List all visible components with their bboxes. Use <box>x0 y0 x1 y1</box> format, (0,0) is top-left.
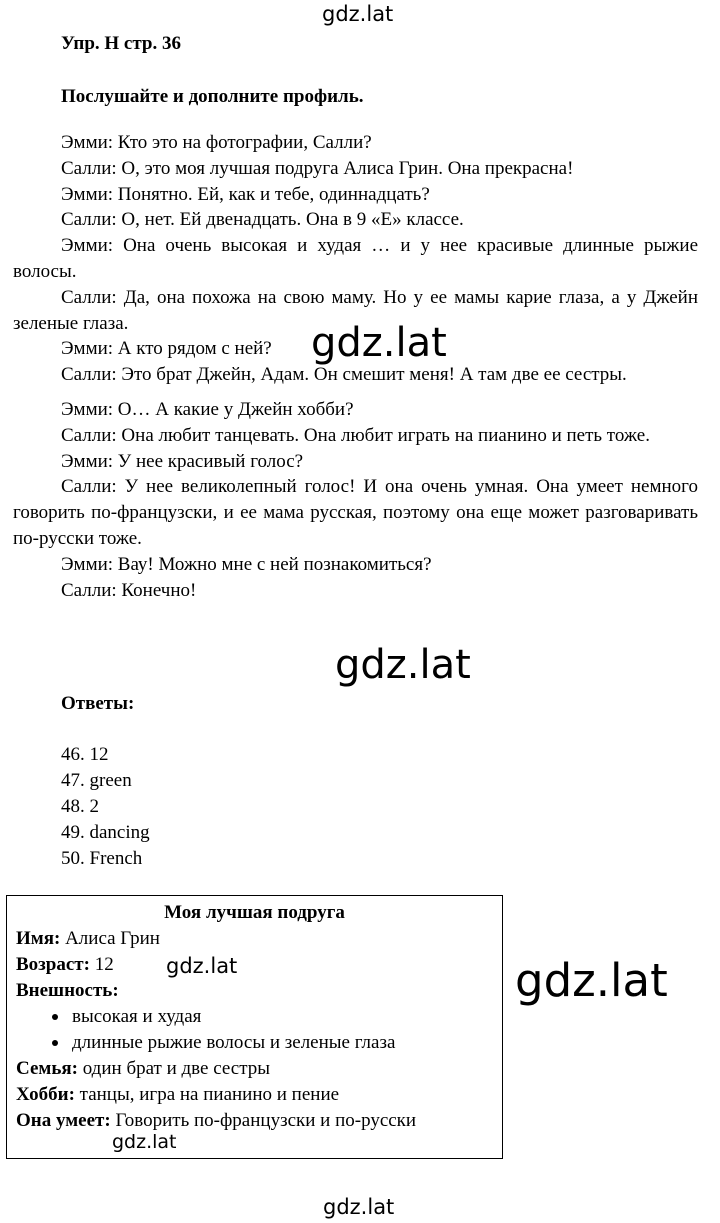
dialogue-line: Эмми: Она очень высокая и худая … и у нее красивые длинные рыжие волосы. <box>13 235 698 282</box>
answer-item: 47. green <box>61 770 132 791</box>
answer-item: 48. 2 <box>61 796 99 817</box>
appearance-item <box>16 1030 502 1056</box>
bullet-icon <box>52 1014 58 1020</box>
profile-value: Говорить по-французски и по-русски <box>110 1110 417 1131</box>
task-instruction: Послушайте и дополните профиль. <box>61 86 364 107</box>
profile-label: Она умеет: <box>16 1110 111 1131</box>
watermark-in-box: gdz.lat <box>166 954 238 978</box>
dialogue-line: Салли: У нее великолепный голос! И она очень умная. Она умеет немного говорить по-французски, и ее мама русская, поэтому она еще может разговаривать по-русски тоже. <box>13 476 698 549</box>
profile-value: Алиса Грин <box>60 928 160 949</box>
appearance-text: длинные рыжие волосы и зеленые глаза <box>72 1032 396 1053</box>
profile-hobby-row <box>16 1082 502 1108</box>
dialogue-line: Салли: Да, она похожа на свою маму. Но у ее мамы карие глаза, а у Джейн зеленые глаза. <box>13 286 698 334</box>
profile-appearance-row <box>16 978 502 1004</box>
profile-label: Хобби: <box>16 1084 75 1105</box>
answer-item: 50. French <box>61 848 143 869</box>
profile-age-row <box>16 952 502 978</box>
profile-box <box>6 895 503 1159</box>
dialogue-line: Эмми: О… А какие у Джейн хобби? <box>61 398 354 420</box>
watermark-top: gdz.lat <box>322 2 394 26</box>
appearance-text: высокая и худая <box>72 1006 202 1027</box>
answer-item: 46. 12 <box>61 744 109 765</box>
profile-value: 12 <box>89 954 114 975</box>
appearance-item <box>16 1004 502 1030</box>
dialogue-line: Салли: О, это моя лучшая подруга Алиса Грин. Она прекрасна! <box>61 157 574 179</box>
profile-label: Внешность: <box>16 980 119 1001</box>
profile-label: Семья: <box>16 1058 78 1079</box>
dialogue-line: Эмми: У нее красивый голос? <box>61 450 304 472</box>
answers-list <box>61 742 150 872</box>
dialogue-line: Эмми: Вау! Можно мне с ней познакомиться? <box>61 553 432 575</box>
profile-name-row <box>16 926 502 952</box>
watermark-bottom: gdz.lat <box>323 1195 395 1219</box>
watermark-in-box: gdz.lat <box>112 1131 177 1153</box>
profile-title: Моя лучшая подруга <box>164 902 345 923</box>
profile-value: один брат и две сестры <box>77 1058 271 1079</box>
dialogue-line: Эмми: Кто это на фотографии, Салли? <box>61 132 372 153</box>
dialogue-line: Салли: О, нет. Ей двенадцать. Она в 9 «Е» классе. <box>61 209 464 231</box>
dialogue-line: Салли: Она любит танцевать. Она любит играть на пианино и петь тоже. <box>61 424 650 446</box>
answers-title: Ответы: <box>61 693 135 714</box>
profile-family-row <box>16 1056 502 1082</box>
appearance-list <box>16 1004 502 1056</box>
dialogue-line: Эмми: Понятно. Ей, как и тебе, одиннадцать? <box>61 183 430 205</box>
profile-label: Имя: <box>16 928 61 949</box>
dialogue-text <box>13 130 698 603</box>
profile-value: танцы, игра на пианино и пение <box>74 1084 340 1105</box>
bullet-icon <box>52 1040 58 1046</box>
watermark-side: gdz.lat <box>515 954 668 1007</box>
answer-item: 49. dancing <box>61 822 150 843</box>
exercise-label: Упр. H стр. 36 <box>61 33 181 54</box>
dialogue-line: Салли: Конечно! <box>61 579 197 601</box>
dialogue-line: Салли: Это брат Джейн, Адам. Он смешит меня! А там две ее сестры. <box>61 364 627 386</box>
watermark-middle: gdz.lat <box>335 642 471 688</box>
profile-skills-row <box>16 1108 502 1134</box>
profile-label: Возраст: <box>16 954 90 975</box>
dialogue-line: Эмми: А кто рядом с ней? <box>61 338 272 360</box>
watermark-middle: gdz.lat <box>311 320 447 366</box>
